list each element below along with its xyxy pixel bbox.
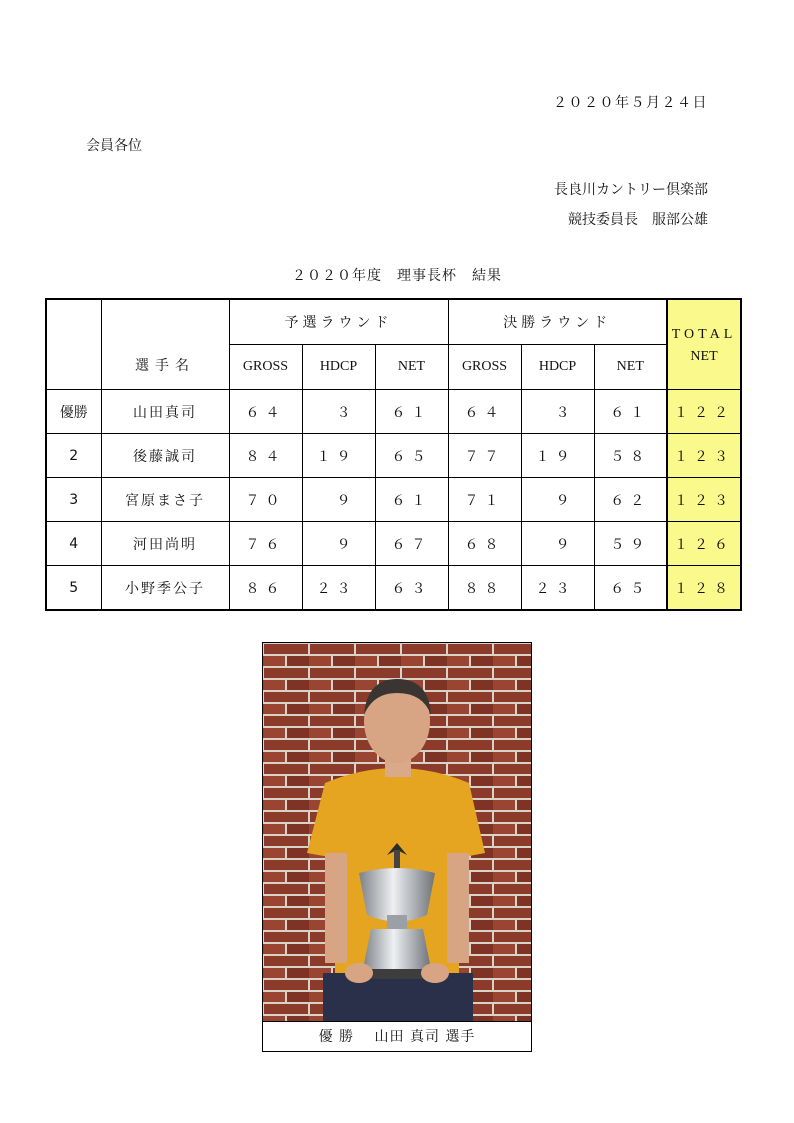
prelim-net-header: NET [375, 345, 448, 390]
final-gross-cell: ６４ [448, 390, 521, 434]
club-name: 長良川カントリー倶楽部 [554, 182, 708, 198]
total-net-cell: １２８ [667, 566, 741, 611]
final-gross-cell: ８８ [448, 566, 521, 611]
right-arm [447, 853, 469, 963]
trophy-stem [387, 915, 407, 929]
final-net-cell: ５８ [594, 434, 667, 478]
prelim-hdcp-header: HDCP [302, 345, 375, 390]
prelim-gross-cell: ８４ [229, 434, 302, 478]
pants [323, 973, 473, 1021]
final-hdcp-cell: ３ [521, 390, 594, 434]
total-header-top: TOTAL [667, 299, 741, 345]
results-table [45, 298, 742, 611]
rank-cell: 2 [46, 434, 101, 478]
rank-cell: 優勝 [46, 390, 101, 434]
name-cell: 後藤誠司 [101, 434, 229, 478]
winner-photo [263, 643, 531, 1021]
final-gross-cell: ６８ [448, 522, 521, 566]
prelim-gross-header: GROSS [229, 345, 302, 390]
final-hdcp-cell: １９ [521, 434, 594, 478]
total-header-bottom: NET [667, 345, 741, 390]
final-hdcp-cell: ９ [521, 478, 594, 522]
final-hdcp-cell: ９ [521, 522, 594, 566]
prelim-net-cell: ６７ [375, 522, 448, 566]
name-cell: 山田真司 [101, 390, 229, 434]
document-title: ２０２０年度 理事長杯 結果 [292, 268, 502, 284]
total-net-cell: １２２ [667, 390, 741, 434]
left-hand [345, 963, 373, 983]
total-net-cell: １２６ [667, 522, 741, 566]
prelim-gross-cell: ７０ [229, 478, 302, 522]
table-row [46, 478, 741, 522]
final-gross-cell: ７１ [448, 478, 521, 522]
prelim-gross-cell: ７６ [229, 522, 302, 566]
committee-chair: 競技委員長 服部公雄 [568, 212, 708, 228]
final-hdcp-header: HDCP [521, 345, 594, 390]
name-cell: 河田尚明 [101, 522, 229, 566]
left-arm [325, 853, 347, 963]
name-cell: 小野季公子 [101, 566, 229, 611]
rank-header [46, 299, 101, 390]
final-net-cell: ６１ [594, 390, 667, 434]
total-net-cell: １２３ [667, 434, 741, 478]
prelim-hdcp-cell: １９ [302, 434, 375, 478]
final-net-cell: ５９ [594, 522, 667, 566]
photo-caption: 優 勝 山田 真司 選手 [263, 1021, 531, 1052]
prelim-net-cell: ６１ [375, 390, 448, 434]
prelim-net-cell: ６５ [375, 434, 448, 478]
prelim-hdcp-cell: ９ [302, 522, 375, 566]
table-row [46, 566, 741, 611]
final-gross-header: GROSS [448, 345, 521, 390]
rank-cell: 4 [46, 522, 101, 566]
trophy-base [363, 929, 431, 969]
name-header: 選手名 [101, 299, 229, 390]
addressee: 会員各位 [86, 138, 142, 154]
name-cell: 宮原まさ子 [101, 478, 229, 522]
prelim-round-header: 予選ラウンド [229, 299, 448, 345]
prelim-gross-cell: ８６ [229, 566, 302, 611]
rank-cell: 5 [46, 566, 101, 611]
letter-date: ２０２０年５月２４日 [553, 95, 708, 111]
table-row [46, 522, 741, 566]
final-net-cell: ６２ [594, 478, 667, 522]
prelim-hdcp-cell: ３ [302, 390, 375, 434]
trophy-plinth [365, 969, 429, 979]
prelim-hdcp-cell: ９ [302, 478, 375, 522]
table-row [46, 390, 741, 434]
final-gross-cell: ７７ [448, 434, 521, 478]
trophy-finial [394, 850, 400, 868]
final-net-header: NET [594, 345, 667, 390]
right-hand [421, 963, 449, 983]
final-round-header: 決勝ラウンド [448, 299, 667, 345]
final-net-cell: ６５ [594, 566, 667, 611]
prelim-net-cell: ６３ [375, 566, 448, 611]
trophy-cup [359, 868, 435, 922]
winner-photo-frame [262, 642, 532, 1052]
results-rows [46, 390, 741, 611]
rank-cell: 3 [46, 478, 101, 522]
prelim-net-cell: ６１ [375, 478, 448, 522]
table-row [46, 434, 741, 478]
prelim-gross-cell: ６４ [229, 390, 302, 434]
prelim-hdcp-cell: ２３ [302, 566, 375, 611]
final-hdcp-cell: ２３ [521, 566, 594, 611]
total-net-cell: １２３ [667, 478, 741, 522]
